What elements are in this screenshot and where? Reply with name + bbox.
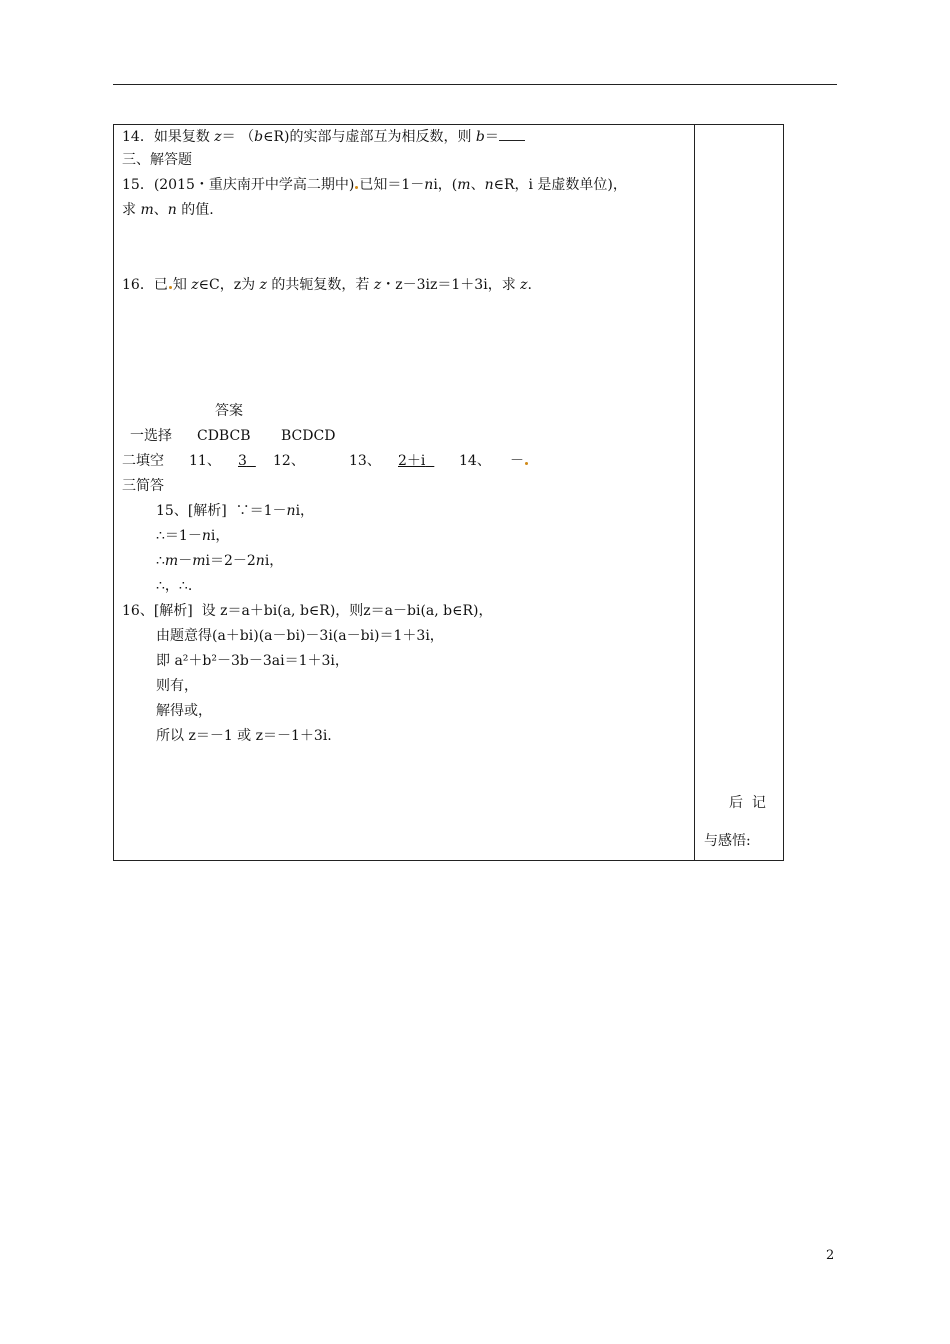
- q14-var-z: z: [214, 129, 222, 145]
- s15-var-m: m: [164, 553, 179, 569]
- solution-15-line4: ∴，∴.: [156, 578, 193, 594]
- s15-text: i＝2－2: [205, 553, 256, 569]
- q16-var-z: z: [520, 277, 528, 293]
- marker-dot: [525, 462, 528, 465]
- solution-16-line1: 16、[解析] 设 z＝a＋bi(a, b∈R)，则z＝a－bi(a, b∈R)，: [122, 603, 493, 619]
- solution-16-line3: 即 a²＋b²－3b－3ai＝1＋3i，: [156, 653, 349, 669]
- s15-text: i，: [264, 553, 284, 569]
- section-heading: 三、解答题: [122, 152, 192, 168]
- content-table: [113, 124, 784, 861]
- q15-text: i，(: [433, 177, 458, 193]
- s15-text: 15、[解析] ∵＝1－: [156, 503, 287, 519]
- fill-14-answer: [510, 451, 529, 471]
- solution-16-line5: 解得或，: [156, 703, 212, 719]
- solution-15-line2: [156, 526, 229, 546]
- q14-var-b: b: [475, 129, 485, 145]
- q16-text: .: [527, 277, 532, 293]
- fill-13-label: 13、: [349, 453, 381, 469]
- solution-16-line6: 所以 z＝－1 或 z＝－1＋3i.: [156, 728, 332, 744]
- side-note-title: 后 记: [729, 795, 766, 811]
- fill-13-answer: [398, 451, 434, 471]
- s15-text: ∴＝1－: [156, 528, 202, 544]
- s15-var-n: n: [255, 553, 265, 569]
- q16-var-z: z: [191, 277, 199, 293]
- q14-text: ＝ （: [221, 129, 255, 145]
- solution-16-line4: 则有，: [156, 678, 198, 694]
- q15-text: 的值.: [176, 202, 214, 218]
- solution-15-line1: [156, 501, 314, 521]
- fill-13-value: 2＋i: [398, 453, 426, 469]
- s15-text: －: [178, 553, 193, 569]
- s15-var-m: m: [192, 553, 206, 569]
- q14-var-b: b: [254, 129, 264, 145]
- fill-14-value: －: [510, 453, 524, 469]
- q14-text: ∈R)的实部与虚部互为相反数，则: [263, 129, 476, 145]
- q15-var-m: m: [457, 177, 471, 193]
- marker-dot: [169, 286, 172, 289]
- q16-text: ・z－3iz＝1＋3i，求: [381, 277, 521, 293]
- fill-14-label: 14、: [459, 453, 491, 469]
- solution-15-line3: [156, 551, 283, 571]
- choice-answers-1: CDBCB: [197, 428, 251, 444]
- q15-var-n: n: [484, 177, 494, 193]
- fill-12-label: 12、: [273, 453, 305, 469]
- s15-text: i，: [295, 503, 315, 519]
- question-15-line1: [122, 175, 627, 195]
- choice-label: 一选择: [130, 428, 172, 444]
- q15-text: 已知＝1－: [359, 177, 425, 193]
- s15-var-n: n: [201, 528, 211, 544]
- question-14: [122, 126, 525, 147]
- marker-dot: [355, 186, 358, 189]
- q16-var-z: z: [259, 277, 267, 293]
- q16-text: ∈C，z为: [198, 277, 260, 293]
- q15-var-n: n: [424, 177, 434, 193]
- answer-blank: [499, 126, 525, 141]
- column-divider: [694, 125, 695, 860]
- q15-var-n: n: [167, 202, 177, 218]
- q15-text: ∈R，i 是虚数单位)，: [493, 177, 627, 193]
- choice-answers-2: BCDCD: [281, 428, 336, 444]
- page-number: 2: [826, 1248, 835, 1263]
- s15-var-n: n: [286, 503, 296, 519]
- q15-text: 、: [153, 202, 168, 218]
- q15-text: 、: [470, 177, 485, 193]
- fill-11-value: 3: [238, 453, 247, 469]
- q16-text: 16．已: [122, 277, 168, 293]
- q16-var-z: z: [373, 277, 382, 293]
- question-16: [122, 275, 532, 295]
- s15-text: i，: [210, 528, 230, 544]
- answers-title: 答案: [215, 403, 243, 419]
- q15-source: 15．(2015・重庆南开中学高二期中): [122, 177, 355, 193]
- solve-label: 三简答: [122, 478, 164, 494]
- fill-11-answer: [238, 451, 256, 471]
- fill-label: 二填空: [122, 453, 164, 469]
- q16-text: 知: [172, 277, 192, 293]
- fill-11-label: 11、: [189, 453, 221, 469]
- q14-text: ＝: [484, 129, 499, 145]
- question-15-line2: [122, 200, 214, 220]
- q15-var-m: m: [140, 202, 154, 218]
- q15-text: 求: [122, 202, 141, 218]
- q16-text: 的共轭复数，若: [266, 277, 374, 293]
- header-rule: [113, 84, 837, 85]
- solution-16-line2: 由题意得(a＋bi)(a－bi)－3i(a－bi)＝1＋3i，: [156, 628, 444, 644]
- s15-text: ∴: [156, 553, 165, 569]
- q14-text: 14．如果复数: [122, 129, 215, 145]
- side-note-subtitle: 与感悟:: [704, 833, 751, 849]
